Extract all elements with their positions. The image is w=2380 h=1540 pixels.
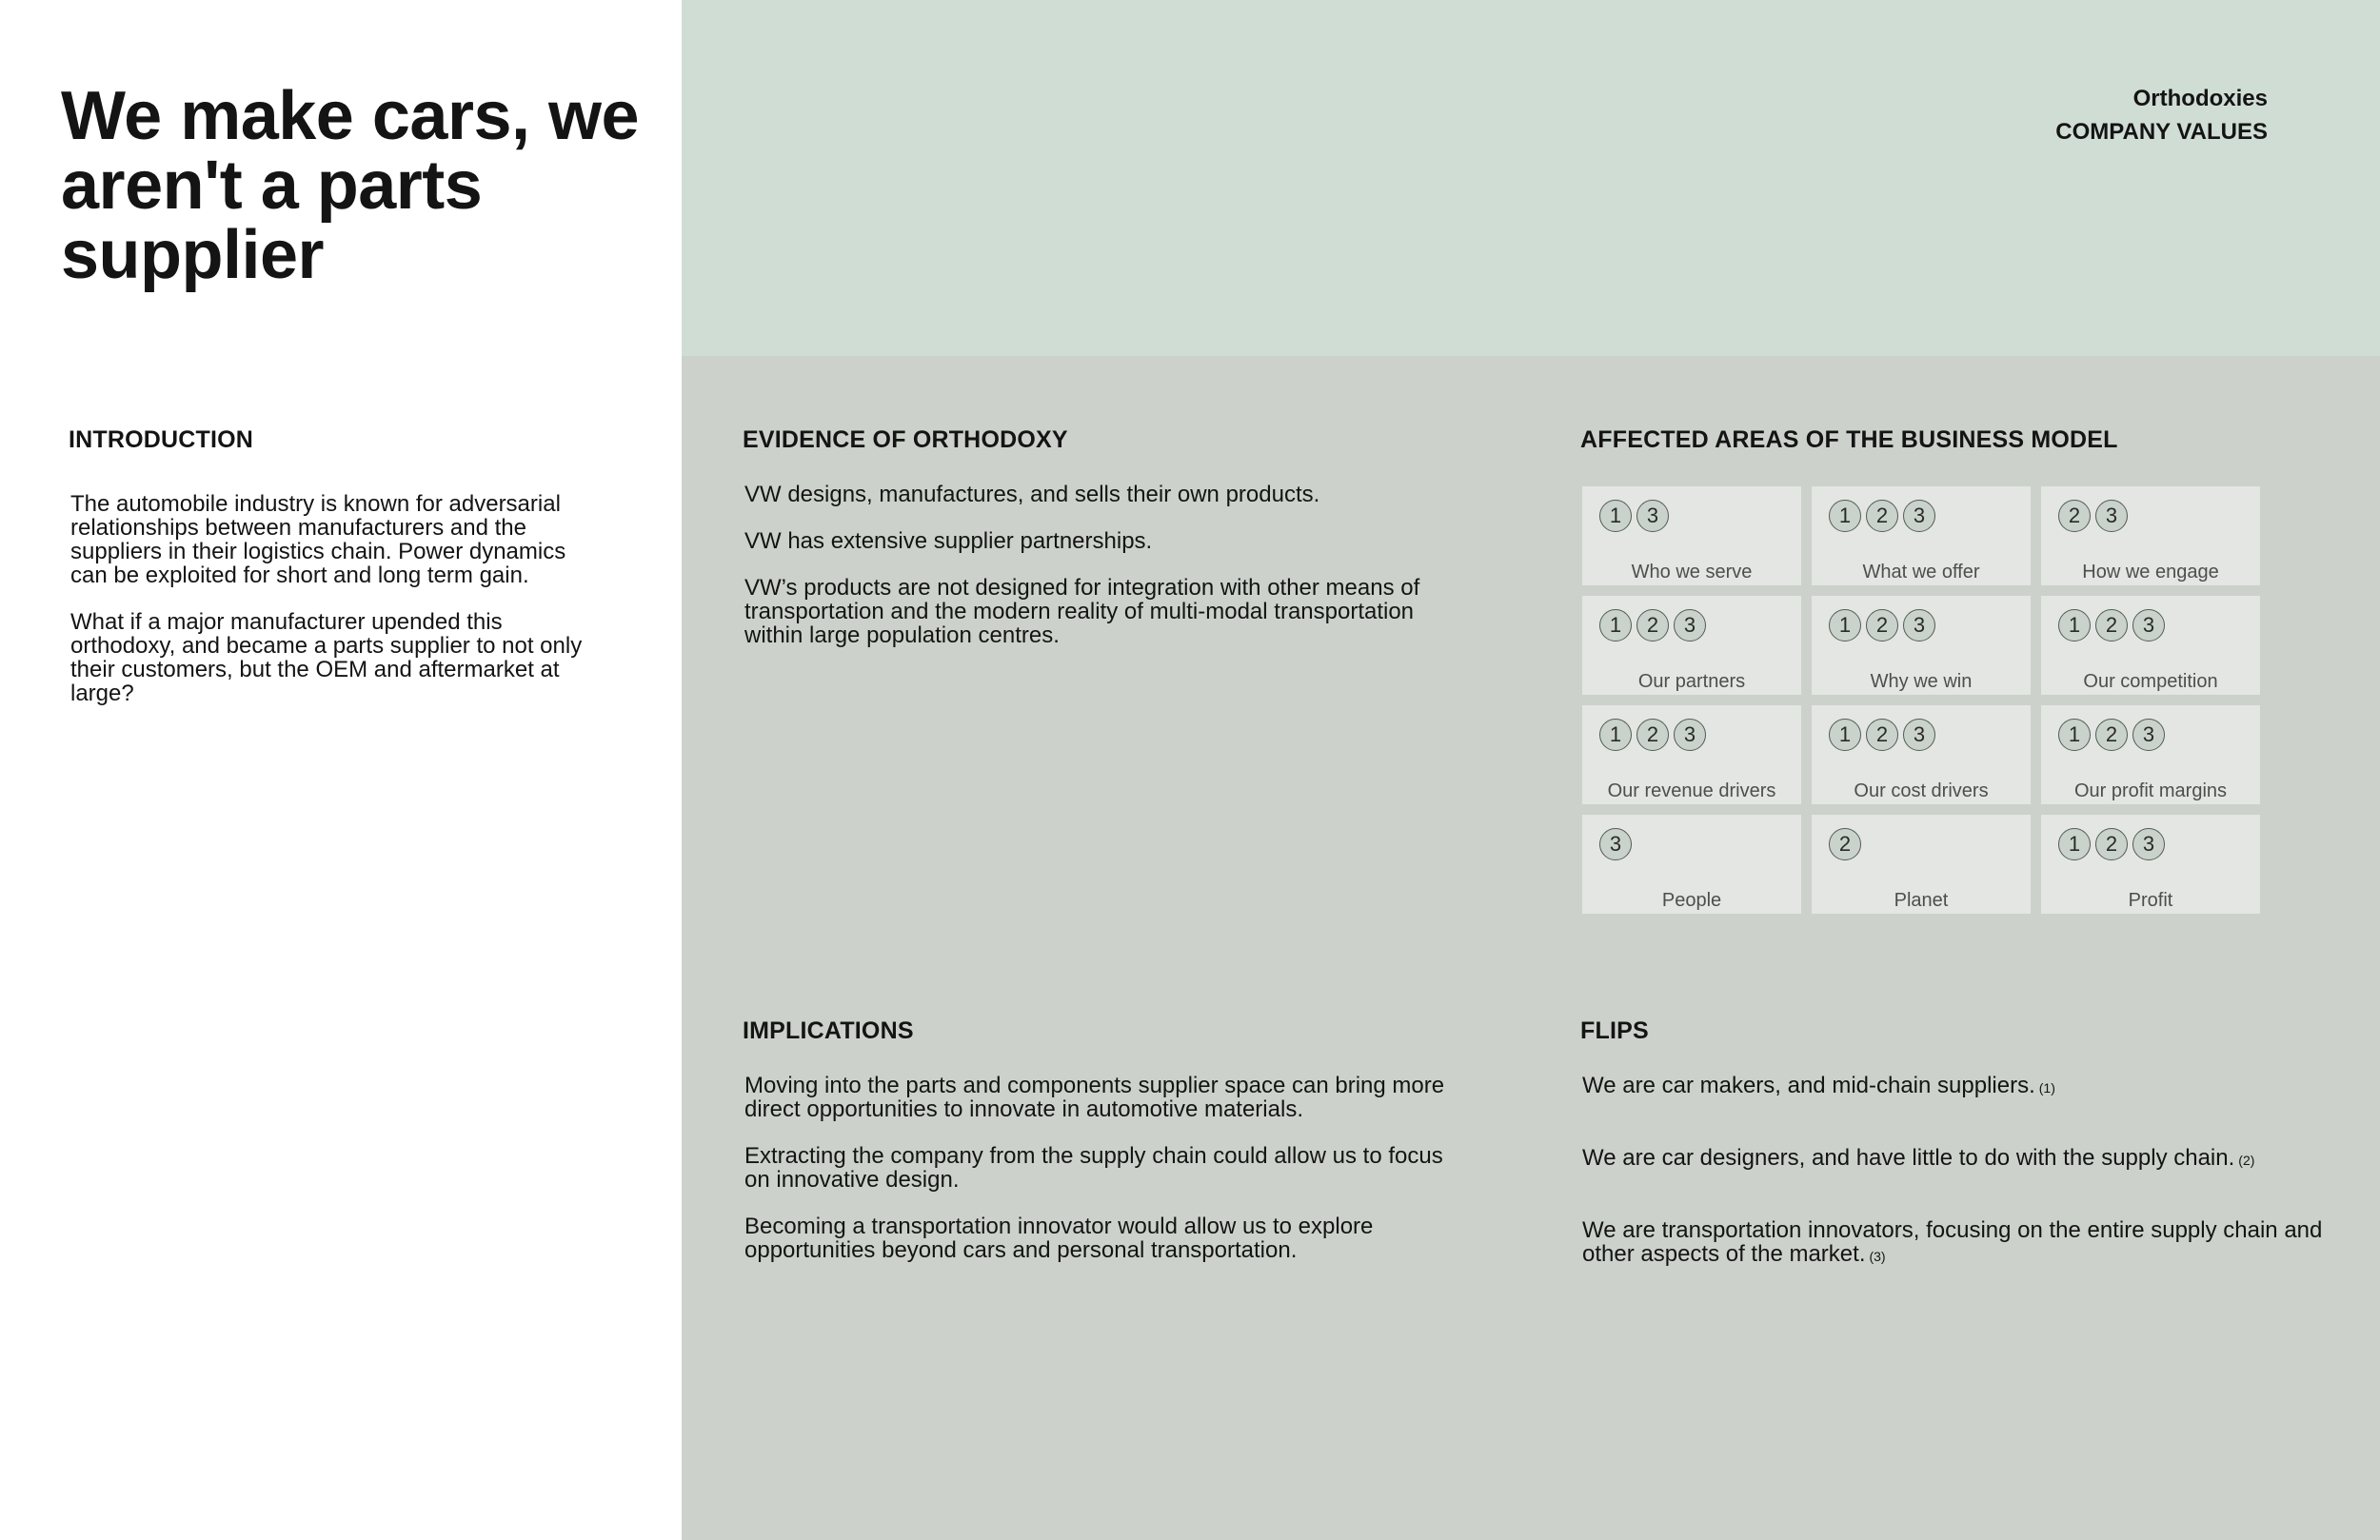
flip-text: We are transportation innovators, focusing on the entire supply chain and other aspects of the market.: [1582, 1217, 2323, 1267]
business-model-cell: [1582, 705, 1801, 804]
flip-number-badge: 2: [2095, 609, 2128, 642]
document-category: [2055, 82, 2268, 148]
flip-number-badge: 1: [1829, 500, 1861, 532]
flip-number-badge: 3: [1599, 828, 1632, 860]
business-model-cell: [1812, 815, 2031, 914]
flip-number-badge: 3: [2132, 609, 2165, 642]
business-model-cell: [2041, 705, 2260, 804]
business-model-cell-label: Why we win: [1870, 671, 1973, 692]
flip-number-badge: 3: [2095, 500, 2128, 532]
evidence-paragraph: VW designs, manufactures, and sells their own products.: [744, 482, 1320, 507]
business-model-cell-label: Our cost drivers: [1854, 780, 1989, 801]
business-model-cell: [1582, 486, 1801, 585]
flip-number-badge: 1: [2058, 609, 2091, 642]
business-model-cell-label: Our revenue drivers: [1607, 780, 1776, 801]
flip-number-badge: 3: [1674, 609, 1706, 642]
business-model-grid: [1582, 486, 2260, 914]
flip-reference-badges: [2058, 609, 2165, 642]
business-model-cell-label: Planet: [1894, 890, 1949, 911]
flip-number-badge: 3: [2132, 828, 2165, 860]
business-model-cell-label: Who we serve: [1631, 562, 1753, 582]
evidence-paragraph: VW has extensive supplier partnerships.: [744, 528, 1153, 554]
flip-note: (3): [1869, 1249, 1886, 1264]
flip-number-badge: 3: [1674, 719, 1706, 751]
header-band: [682, 0, 2380, 356]
flip-reference-badges: [1829, 719, 1935, 751]
flip-number-badge: 1: [1599, 719, 1632, 751]
flip-reference-badges: [1599, 609, 1706, 642]
flip-number-badge: 3: [1636, 500, 1669, 532]
introduction-heading: INTRODUCTION: [69, 426, 254, 453]
implications-body: [744, 1074, 1449, 1285]
business-model-cell-label: How we engage: [2082, 562, 2219, 582]
category-label: Orthodoxies: [2132, 86, 2268, 111]
flips-body: [1582, 1074, 2325, 1314]
flip-reference-badges: [1829, 609, 1935, 642]
flip-text: We are car designers, and have little to do with the supply chain.: [1582, 1145, 2235, 1171]
flip-item: [1582, 1074, 2325, 1100]
business-model-cell: [2041, 815, 2260, 914]
flip-reference-badges: [2058, 500, 2128, 532]
affected-areas-heading: AFFECTED AREAS OF THE BUSINESS MODEL: [1580, 426, 2118, 453]
flip-number-badge: 1: [1829, 609, 1861, 642]
flip-reference-badges: [1829, 828, 1861, 860]
business-model-cell: [1582, 596, 1801, 695]
flip-number-badge: 2: [1636, 719, 1669, 751]
flip-number-badge: 2: [1866, 500, 1898, 532]
flip-number-badge: 3: [1903, 719, 1935, 751]
business-model-cell: [1812, 486, 2031, 585]
flip-note: (2): [2238, 1153, 2255, 1168]
business-model-cell: [1812, 596, 2031, 695]
introduction-paragraph: What if a major manufacturer upended this orthodoxy, and became a parts supplier to not only their customers, but the OEM and aftermarket at large?: [70, 609, 583, 706]
flip-number-badge: 3: [2132, 719, 2165, 751]
flip-item: [1582, 1218, 2325, 1269]
page-title: We make cars, we aren't a parts supplier: [61, 78, 640, 293]
evidence-paragraph: VW’s products are not designed for integration with other means of transportation and the modern reality of multi-modal transportation within large population centres.: [744, 575, 1420, 648]
flip-reference-badges: [2058, 828, 2165, 860]
flip-reference-badges: [1599, 828, 1632, 860]
flip-number-badge: 3: [1903, 609, 1935, 642]
implications-paragraph: Becoming a transportation innovator would allow us to explore opportunities beyond cars and personal transportation.: [744, 1214, 1374, 1263]
flip-number-badge: 1: [1829, 719, 1861, 751]
business-model-cell-label: Our partners: [1637, 671, 1746, 692]
flip-number-badge: 1: [1599, 609, 1632, 642]
evidence-body: [744, 483, 1449, 670]
flip-number-badge: 2: [1866, 609, 1898, 642]
introduction-body: [70, 492, 604, 728]
flip-number-badge: 2: [1866, 719, 1898, 751]
flip-reference-badges: [1599, 719, 1706, 751]
business-model-cell: [2041, 486, 2260, 585]
flip-number-badge: 1: [2058, 719, 2091, 751]
flip-note: (1): [2038, 1080, 2055, 1096]
flip-number-badge: 3: [1903, 500, 1935, 532]
flip-number-badge: 2: [2058, 500, 2091, 532]
flip-reference-badges: [1829, 500, 1935, 532]
business-model-cell-label: Profit: [2128, 890, 2173, 911]
subcategory-label: COMPANY VALUES: [2055, 119, 2268, 145]
business-model-cell-label: People: [1661, 890, 1722, 911]
introduction-paragraph: The automobile industry is known for adversarial relationships between manufacturers and the suppliers in their logistics chain. Power dynamics can be exploited for short and long term gain.: [70, 491, 566, 588]
implications-heading: IMPLICATIONS: [743, 1017, 914, 1044]
business-model-cell: [1812, 705, 2031, 804]
flip-number-badge: 2: [2095, 828, 2128, 860]
flip-reference-badges: [1599, 500, 1669, 532]
flip-text: We are car makers, and mid-chain suppliers.: [1582, 1073, 2035, 1098]
flip-number-badge: 2: [2095, 719, 2128, 751]
flip-reference-badges: [2058, 719, 2165, 751]
flips-heading: FLIPS: [1580, 1017, 1649, 1044]
evidence-heading: EVIDENCE OF ORTHODOXY: [743, 426, 1068, 453]
flip-number-badge: 1: [2058, 828, 2091, 860]
business-model-cell-label: What we offer: [1862, 562, 1980, 582]
flip-number-badge: 2: [1829, 828, 1861, 860]
business-model-cell: [1582, 815, 1801, 914]
flip-item: [1582, 1146, 2325, 1173]
flip-number-badge: 1: [1599, 500, 1632, 532]
business-model-cell-label: Our competition: [2083, 671, 2218, 692]
implications-paragraph: Moving into the parts and components supplier space can bring more direct opportunities to innovate in automotive materials.: [744, 1073, 1445, 1122]
implications-paragraph: Extracting the company from the supply chain could allow us to focus on innovative design.: [744, 1143, 1443, 1193]
business-model-cell-label: Our profit margins: [2073, 780, 2228, 801]
flip-number-badge: 2: [1636, 609, 1669, 642]
business-model-cell: [2041, 596, 2260, 695]
